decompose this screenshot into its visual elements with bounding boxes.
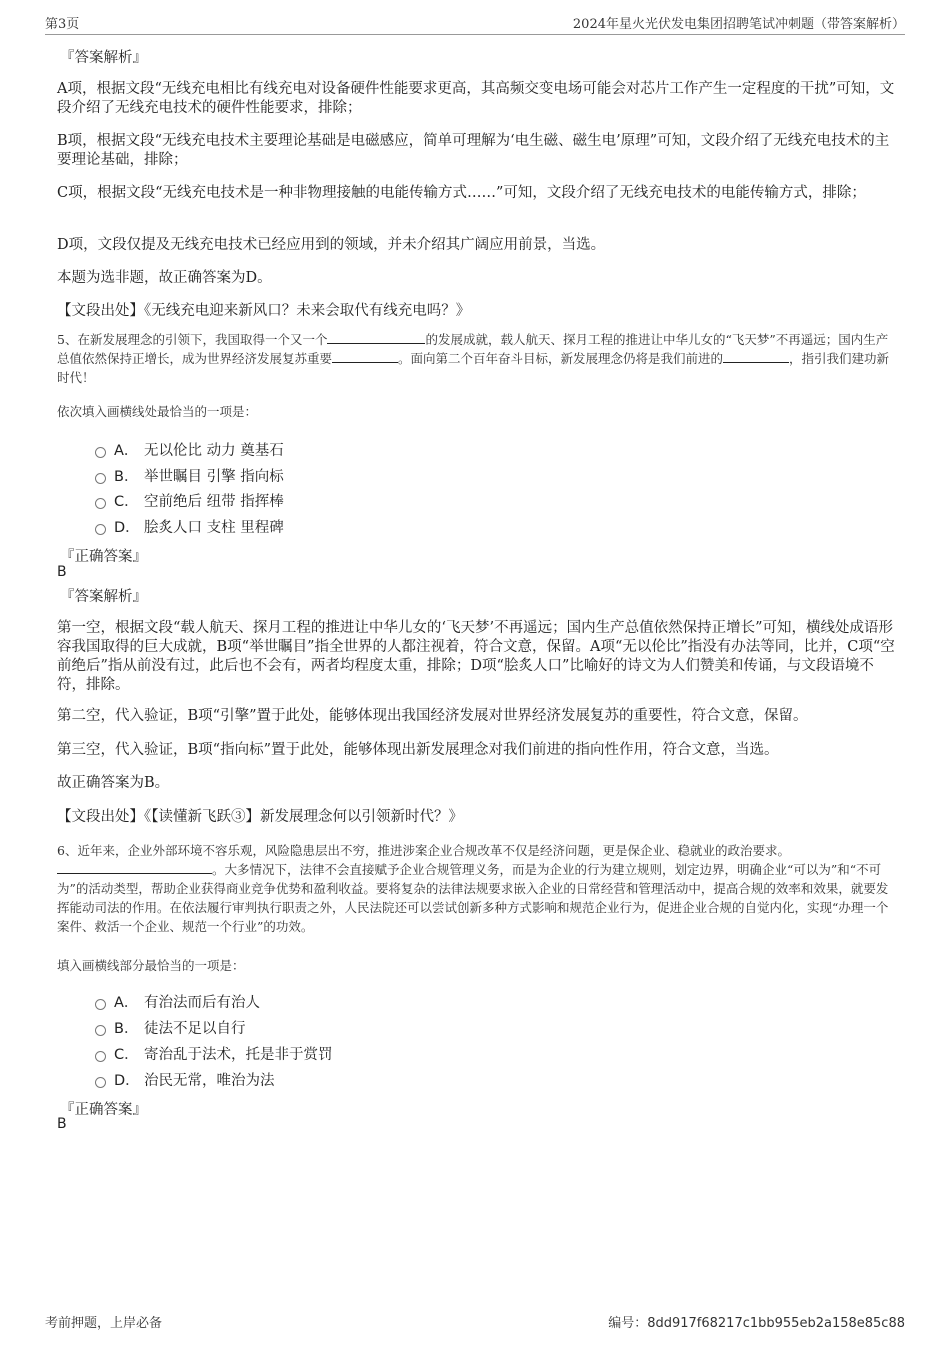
q6-correct-label: 『正确答案』 [60, 1102, 147, 1118]
radio-icon[interactable] [95, 1025, 106, 1036]
radio-icon[interactable] [95, 447, 106, 458]
radio-icon[interactable] [95, 999, 106, 1010]
q5-option-d[interactable]: D． 脍炙人口 支柱 里程碑 [95, 516, 284, 537]
q6-prompt: 填入画横线部分最恰当的一项是： [57, 958, 245, 973]
radio-icon[interactable] [95, 1051, 106, 1062]
q5-para-2: 第二空，代入验证，B项“引擎”置于此处，能够体现出我国经济发展对世界经济发展复苏的重要性，符合文意，保留。 [57, 708, 808, 724]
q5-option-b[interactable]: B． 举世瞩目 引擎 指向标 [95, 465, 284, 486]
document-code: 编号：8dd917f68217c1bb955eb2a158e85c88 [608, 1316, 905, 1331]
q4-conclusion: 本题为选非题，故正确答案为D。 [57, 270, 272, 286]
page-header [45, 10, 905, 35]
blank-2 [332, 350, 398, 363]
q4-para-b: B项，根据文段“无线充电技术主要理论基础是电磁感应，简单可理解为‘电生磁、磁生电’原理”可知，文段介绍了无线充电技术的主要理论基础，排除； [57, 133, 890, 168]
q5-para-1: 第一空，根据文段“载人航天、探月工程的推进让中华儿女的‘飞天梦’不再遥远；国内生产总值依然保持正增长”可知，横线处成语形容我国取得的巨大成就，B项“举世瞩目”指全世界的人都注视着，符合文意，保留。A项“无以伦比”指没有办法等同，比并，C项“空前绝后”指从前没有过，此后也不会有，两者均程度太重，排除；D项“脍炙人口”比喻好的诗文为人们赞美和传诵，与文段语境不符，排除。 [57, 620, 895, 693]
q5-prompt: 依次填入画横线处最恰当的一项是： [57, 404, 258, 419]
q6-option-a[interactable]: A． 有治法而后有治人 [95, 991, 260, 1012]
radio-icon[interactable] [95, 498, 106, 509]
page-footer [45, 1312, 905, 1332]
q5-correct-answer: B [57, 564, 67, 580]
radio-icon[interactable] [95, 473, 106, 484]
q6-option-c[interactable]: C． 寄治乱于法术，托是非于赏罚 [95, 1043, 333, 1064]
q6-option-d[interactable]: D． 治民无常，唯治为法 [95, 1069, 275, 1090]
radio-icon[interactable] [95, 1077, 106, 1088]
blank-3 [723, 350, 789, 363]
q4-source: 【文段出处】《无线充电迎来新风口？未来会取代有线充电吗？》 [57, 303, 471, 319]
q5-analysis-label: 『答案解析』 [60, 589, 147, 605]
q4-para-a: A项，根据文段“无线充电相比有线充电对设备硬件性能要求更高，其高频交变电场可能会对芯片工作产生一定程度的干扰”可知，文段介绍了无线充电技术的硬件性能要求，排除； [57, 81, 895, 116]
footer-slogan: 考前押题，上岸必备 [45, 1316, 163, 1331]
q4-para-d: D项，文段仅提及无线充电技术已经应用到的领域，并未介绍其广阔应用前景，当选。 [57, 237, 606, 253]
q5-conclusion: 故正确答案为B。 [57, 775, 170, 791]
q6-option-b[interactable]: B． 徒法不足以自行 [95, 1017, 246, 1038]
radio-icon[interactable] [95, 524, 106, 535]
q4-para-c: C项，根据文段“无线充电技术是一种非物理接触的电能传输方式……”可知，文段介绍了无线充电技术的电能传输方式，排除； [57, 185, 866, 201]
blank-1 [57, 861, 212, 874]
q6-correct-answer: B [57, 1116, 67, 1132]
q5-source: 【文段出处】《【读懂新飞跃③】新发展理念何以引领新时代？》 [57, 809, 463, 825]
page-number: 第3页 [45, 17, 80, 32]
document-title: 2024年星火光伏发电集团招聘笔试冲刺题（带答案解析） [572, 17, 905, 32]
q5-stem: 5、在新发展理念的引领下，我国取得一个又一个 的发展成就，载人航天、探月工程的推进让中华儿女的“飞天梦”不再遥远；国内生产总值依然保持正增长，成为世界经济发展复苏重要 。面向第二个百年奋斗目标，新发展理念仍将是我们前进的 ，指引我们建功新时代！ [57, 332, 890, 385]
q5-para-3: 第三空，代入验证，B项“指向标”置于此处，能够体现出新发展理念对我们前进的指向性作用，符合文意，当选。 [57, 742, 779, 758]
q5-option-c[interactable]: C． 空前绝后 纽带 指挥棒 [95, 490, 284, 511]
q5-option-a[interactable]: A． 无以伦比 动力 奠基石 [95, 439, 284, 460]
blank-1 [327, 331, 425, 344]
q5-correct-label: 『正确答案』 [60, 549, 147, 565]
q4-analysis-label: 『答案解析』 [60, 50, 147, 66]
q6-stem: 6、近年来，企业外部环境不容乐观，风险隐患层出不穷，推进涉案企业合规改革不仅是经济问题，更是保企业、稳就业的政治要求。。大多情况下，法律不会直接赋予企业合规管理义务，而是为企业的行为建立规则，划定边界，明确企业“可以为”和“不可为”的活动类型，帮助企业获得商业竞争优势和盈利收益。要将复杂的法律法规要求嵌入企业的日常经营和管理活动中，提高合规的效率和效果，就要发挥能动司法的作用。在依法履行审判执行职责之外，人民法院还可以尝试创新多种方式影响和规范企业行为，促进企业合规的自觉内化，实现“办理一个案件、救活一个企业、规范一个行业”的功效。 [57, 843, 889, 934]
